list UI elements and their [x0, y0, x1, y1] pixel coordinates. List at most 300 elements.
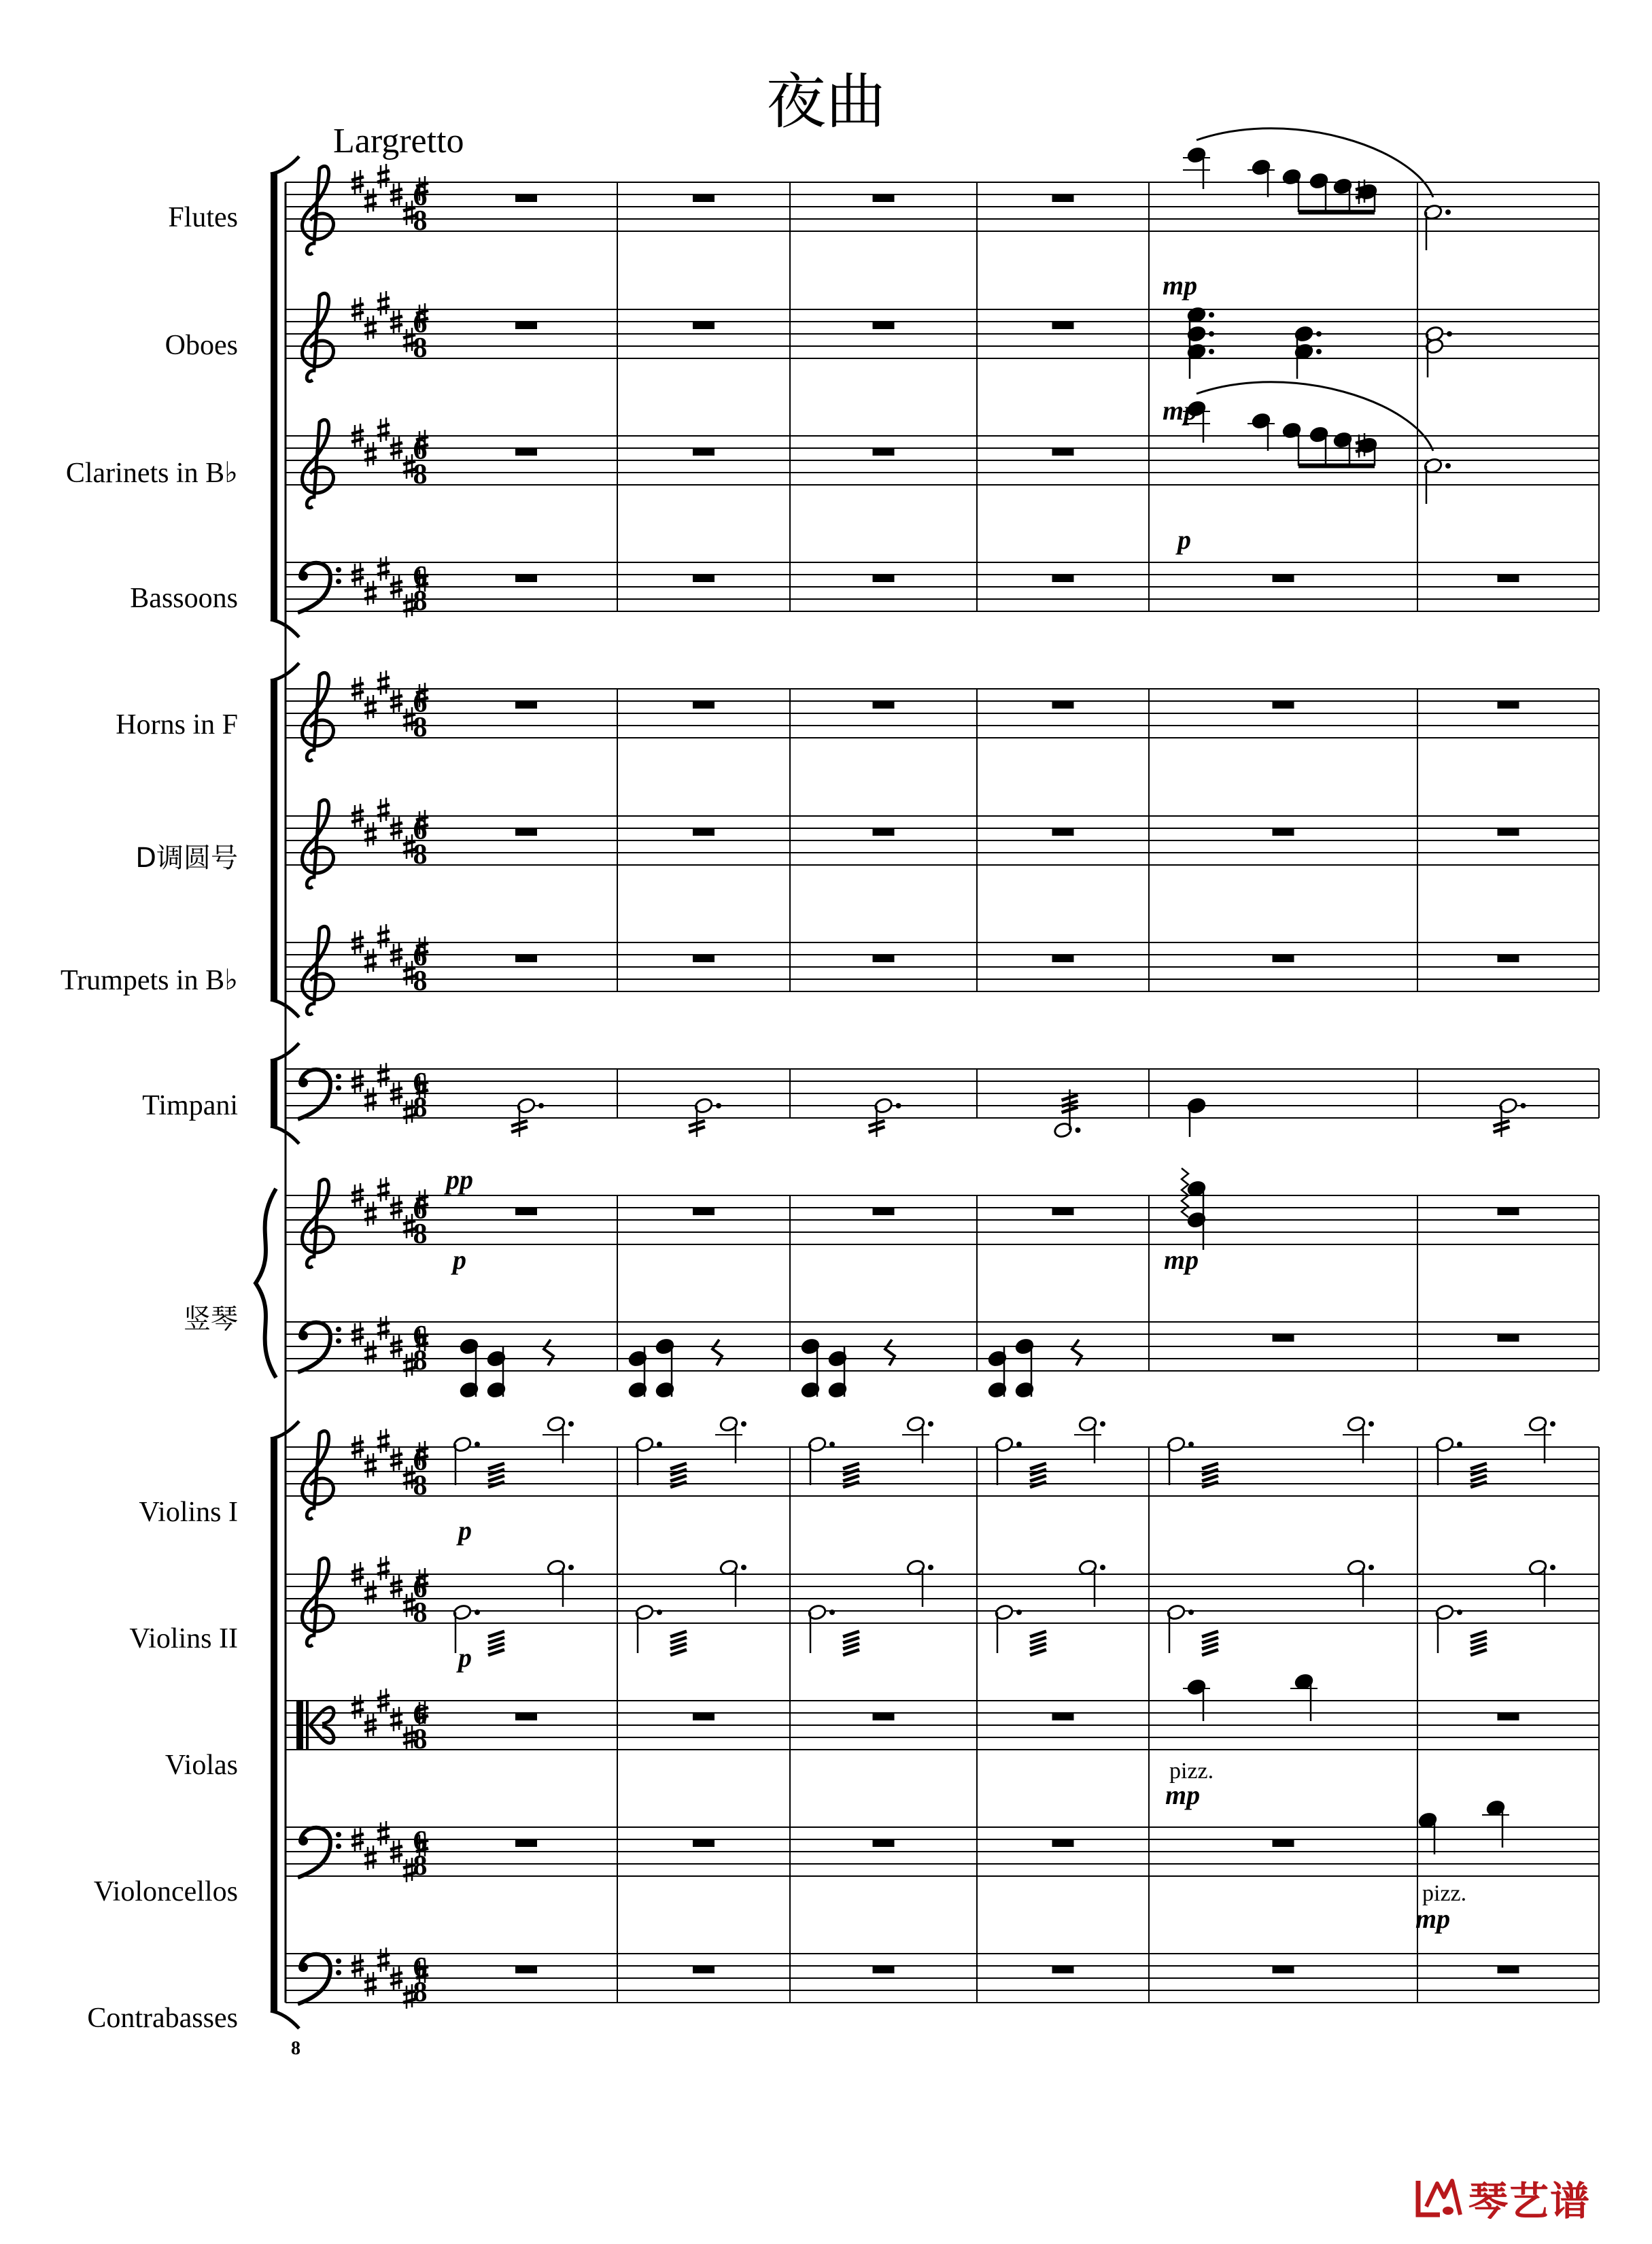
tremolo-stroke — [1030, 1650, 1046, 1655]
instrument-name-trumpets: Trumpets in B♭ — [61, 965, 238, 996]
augmentation-dot — [1447, 331, 1452, 337]
time-signature-denominator: 8 — [413, 459, 428, 490]
whole-rest — [1052, 701, 1074, 709]
bass-clef — [298, 1323, 330, 1372]
whole-rest — [693, 322, 715, 329]
sharp-icon — [390, 1581, 402, 1584]
augmentation-dot — [1521, 1103, 1526, 1108]
time-signature-denominator: 8 — [413, 1850, 428, 1882]
tremolo-stroke — [843, 1650, 859, 1655]
time-signature-denominator: 8 — [413, 1219, 428, 1250]
augmentation-dot — [1445, 463, 1451, 469]
augmentation-dot — [1369, 1565, 1374, 1570]
sharp-icon — [377, 798, 390, 822]
bass-clef — [298, 1828, 330, 1877]
sharp-icon — [351, 937, 364, 940]
instrument-name-bassoons: Bassoons — [130, 583, 238, 614]
whole-rest — [1052, 194, 1074, 202]
sharp-icon — [377, 1954, 390, 1958]
augmentation-dot — [1016, 1442, 1022, 1447]
whole-rest — [1498, 955, 1519, 962]
time-signature-numerator: 6 — [413, 1826, 428, 1857]
tremolo-stroke — [670, 1637, 687, 1643]
whole-rest — [1273, 955, 1294, 962]
augmentation-dot — [538, 1103, 544, 1108]
quarter-rest — [544, 1340, 553, 1365]
augmentation-dot — [1457, 1442, 1462, 1447]
dynamic-violins2: p — [458, 1642, 472, 1673]
treble-clef — [302, 1431, 333, 1518]
sharp-icon — [390, 443, 402, 446]
sharp-icon — [364, 1846, 377, 1870]
sharp-icon — [364, 1979, 377, 1982]
sharp-icon — [377, 291, 390, 316]
bass-clef-dot — [336, 1074, 341, 1079]
whole-rest — [1273, 575, 1294, 582]
whole-rest — [693, 1966, 715, 1973]
dynamic-oboes: mp — [1163, 270, 1198, 301]
instrument-name-horns: Horns in F — [116, 709, 238, 741]
dynamic-violins1: p — [458, 1515, 472, 1546]
bass-clef-dot — [336, 1085, 341, 1091]
tremolo-stroke — [670, 1476, 687, 1481]
whole-rest — [515, 194, 537, 202]
treble-clef — [302, 673, 333, 760]
sharp-icon — [377, 171, 390, 174]
sharp-icon — [351, 439, 364, 442]
whole-rest — [1052, 1966, 1074, 1973]
sharp-icon — [390, 197, 402, 201]
sharp-icon — [390, 324, 402, 328]
whole-rest — [873, 1839, 895, 1847]
sharp-icon — [351, 683, 364, 687]
tremolo-stroke — [1470, 1631, 1487, 1637]
whole-rest — [515, 955, 537, 962]
whole-rest — [873, 575, 895, 582]
sharp-icon — [351, 945, 364, 949]
sharp-icon — [390, 957, 402, 961]
quarter-rest — [885, 1340, 895, 1365]
tremolo-stroke — [1030, 1644, 1046, 1649]
sharp-icon — [377, 1828, 390, 1831]
whole-rest — [515, 1208, 537, 1215]
augmentation-dot — [741, 1565, 746, 1570]
tremolo-stroke — [1202, 1476, 1218, 1481]
sharp-icon — [390, 1707, 402, 1731]
augmentation-dot — [1100, 1565, 1105, 1570]
sharp-icon — [364, 442, 377, 466]
time-signature-denominator: 8 — [413, 1724, 428, 1755]
whole-rest — [1498, 701, 1519, 709]
whole-rest — [693, 575, 715, 582]
time-signature-denominator: 8 — [413, 839, 428, 870]
augmentation-dot — [1188, 1610, 1194, 1615]
sharp-icon — [364, 1453, 377, 1478]
tremolo-stroke — [1030, 1637, 1046, 1643]
instrument-name-flutes: Flutes — [168, 202, 238, 233]
treble-clef — [302, 1558, 333, 1646]
sharp-icon — [364, 1347, 377, 1350]
sharp-icon — [390, 823, 402, 826]
tremolo-stroke — [1470, 1463, 1487, 1469]
bass-clef-dot — [336, 1338, 341, 1344]
sharp-icon — [351, 1450, 364, 1453]
sharp-icon — [390, 189, 402, 192]
time-signature-numerator: 6 — [413, 1321, 428, 1352]
time-signature-denominator: 8 — [413, 966, 428, 997]
augmentation-dot — [1316, 349, 1322, 354]
sharp-icon — [390, 1210, 402, 1214]
treble-clef — [302, 1179, 333, 1267]
sharp-icon — [377, 1695, 390, 1699]
sharp-icon — [377, 1177, 390, 1202]
sharp-icon — [377, 298, 390, 301]
bass-clef-dot — [336, 1970, 341, 1975]
sharp-icon — [364, 1087, 377, 1112]
augmentation-dot — [741, 1421, 746, 1427]
sharp-icon — [351, 1190, 364, 1193]
pizz-marking: pizz. — [1422, 1881, 1467, 1906]
instrument-name-clarinets: Clarinets in B♭ — [65, 458, 238, 489]
sharp-icon — [390, 831, 402, 834]
whole-rest — [1498, 1713, 1519, 1720]
sharp-icon — [390, 590, 402, 593]
sharp-icon — [364, 702, 377, 705]
sharp-icon — [377, 556, 390, 581]
treble-clef — [302, 926, 333, 1014]
augmentation-dot — [1316, 331, 1322, 337]
augmentation-dot — [829, 1610, 835, 1615]
sharp-icon — [351, 1084, 364, 1087]
augmentation-dot — [1209, 349, 1214, 354]
bracket-hook — [271, 156, 299, 174]
sharp-icon — [364, 1852, 377, 1856]
bass-clef — [298, 1070, 330, 1119]
tremolo-stroke — [843, 1476, 859, 1481]
quarter-rest — [1072, 1340, 1082, 1365]
sharp-icon — [364, 829, 377, 832]
tremolo-stroke — [1470, 1637, 1487, 1643]
augmentation-dot — [1209, 312, 1214, 318]
augmentation-dot — [1445, 209, 1451, 215]
sharp-icon — [351, 692, 364, 695]
whole-rest — [515, 448, 537, 456]
time-signature-denominator: 8 — [413, 585, 428, 617]
augmentation-dot — [657, 1442, 662, 1447]
sharp-icon — [390, 1454, 402, 1457]
bracket-hook — [271, 2011, 299, 2028]
tremolo-stroke — [1470, 1476, 1487, 1481]
bass-clef-dot — [336, 1958, 341, 1964]
whole-rest — [1052, 828, 1074, 836]
whole-rest — [1052, 575, 1074, 582]
sharp-icon — [377, 1323, 390, 1326]
sharp-icon — [390, 1714, 402, 1717]
time-signature-denominator: 8 — [413, 1597, 428, 1629]
time-signature-denominator: 8 — [413, 1345, 428, 1376]
tremolo-stroke — [670, 1644, 687, 1649]
dynamic-harp_lower: p — [453, 1244, 466, 1275]
time-signature-numerator: 6 — [413, 1952, 428, 1984]
augmentation-dot — [716, 1103, 721, 1108]
sharp-icon — [390, 1589, 402, 1593]
sharp-icon — [377, 804, 390, 808]
sharp-icon — [377, 1821, 390, 1846]
time-signature-numerator: 6 — [413, 181, 428, 212]
bass-clef — [298, 563, 330, 613]
instrument-name-contrabasses: Contrabasses — [87, 2003, 238, 2034]
whole-rest — [873, 701, 895, 709]
sharp-icon — [364, 1728, 377, 1731]
time-signature-numerator: 6 — [413, 1699, 428, 1731]
sharp-icon — [377, 563, 390, 566]
time-signature-numerator: 6 — [413, 1573, 428, 1604]
whole-rest — [873, 828, 895, 836]
sharp-icon — [390, 1088, 402, 1091]
whole-rest — [1498, 828, 1519, 836]
dynamic-cellos: mp — [1415, 1903, 1451, 1934]
time-signature-numerator: 6 — [413, 687, 428, 719]
whole-rest — [1052, 1839, 1074, 1847]
group-bracket — [271, 1061, 277, 1126]
time-signature-denominator: 8 — [413, 1977, 428, 2008]
tremolo-stroke — [1202, 1644, 1218, 1649]
instrument-name-violas: Violas — [165, 1750, 238, 1781]
tremolo-stroke — [488, 1463, 504, 1469]
sharp-icon — [364, 1202, 377, 1226]
dynamic-timpani: pp — [446, 1164, 473, 1195]
augmentation-dot — [1188, 1442, 1194, 1447]
instrument-name-timpani: Timpani — [142, 1090, 238, 1121]
sharp-icon — [377, 418, 390, 442]
tremolo-stroke — [670, 1650, 687, 1655]
tremolo-stroke — [843, 1631, 859, 1637]
whole-rest — [1273, 1966, 1294, 1973]
dynamic-violas: mp — [1165, 1780, 1201, 1810]
whole-rest — [693, 955, 715, 962]
sharp-icon — [377, 1435, 390, 1439]
whole-rest — [515, 828, 537, 836]
instrument-name-d-horns: D调圆号 — [135, 843, 238, 874]
sharp-icon — [377, 1556, 390, 1580]
sharp-icon — [377, 1316, 390, 1340]
whole-rest — [693, 448, 715, 456]
sharp-icon — [390, 1854, 402, 1858]
sharp-icon — [351, 1337, 364, 1340]
augmentation-dot — [475, 1442, 480, 1447]
instrument-name-oboes: Oboes — [165, 330, 238, 361]
augmentation-dot — [475, 1610, 480, 1615]
instrument-name-violins2: Violins II — [129, 1623, 238, 1654]
bass-clef-dot — [336, 1327, 341, 1332]
augmentation-dot — [1550, 1421, 1555, 1427]
bass-clef-dot — [298, 1331, 308, 1340]
tremolo-stroke — [1202, 1637, 1218, 1643]
dynamic-clarinets: mp — [1163, 395, 1198, 426]
sharp-icon — [377, 670, 390, 695]
time-signature-numerator: 6 — [413, 435, 428, 466]
whole-rest — [1498, 1208, 1519, 1215]
augmentation-dot — [1369, 1421, 1374, 1427]
tremolo-stroke — [1030, 1463, 1046, 1469]
pizz-marking: pizz. — [1169, 1758, 1214, 1784]
whole-rest — [515, 1839, 537, 1847]
time-signature-numerator: 6 — [413, 561, 428, 592]
bass-clef-dot — [298, 1078, 308, 1087]
sharp-icon — [351, 1842, 364, 1846]
sharp-icon — [390, 581, 402, 585]
sharp-icon — [364, 322, 377, 326]
augmentation-dot — [1209, 331, 1214, 337]
augmentation-dot — [829, 1442, 835, 1447]
whole-rest — [1273, 828, 1294, 836]
sharp-icon — [351, 1834, 364, 1837]
sharp-icon — [364, 316, 377, 340]
sharp-icon — [364, 695, 377, 719]
bass-clef-dot — [336, 1843, 341, 1849]
augmentation-dot — [928, 1421, 933, 1427]
whole-rest — [693, 828, 715, 836]
time-signature-denominator: 8 — [413, 712, 428, 743]
whole-rest — [693, 194, 715, 202]
whole-rest — [693, 1208, 715, 1215]
sharp-icon — [377, 1703, 390, 1707]
whole-rest — [1052, 322, 1074, 329]
treble-clef — [302, 293, 333, 381]
augmentation-dot — [1100, 1421, 1105, 1427]
augmentation-dot — [1457, 1610, 1462, 1615]
sharp-icon — [364, 1580, 377, 1605]
sharp-icon — [377, 1184, 390, 1187]
sharp-icon — [351, 1695, 364, 1719]
time-signature-denominator: 8 — [413, 205, 428, 237]
whole-rest — [693, 1713, 715, 1720]
whole-rest — [873, 1208, 895, 1215]
whole-rest — [1052, 448, 1074, 456]
sharp-icon — [390, 1096, 402, 1100]
sharp-icon — [351, 1577, 364, 1580]
sharp-icon — [377, 924, 390, 949]
augmentation-dot — [657, 1610, 662, 1615]
bass-clef-dot — [336, 567, 341, 573]
sharp-icon — [351, 1442, 364, 1445]
alto-clef — [306, 1701, 309, 1750]
tremolo-stroke — [1202, 1650, 1218, 1655]
sharp-icon — [351, 1969, 364, 1972]
alto-clef — [296, 1701, 303, 1750]
whole-rest — [1498, 1334, 1519, 1342]
treble-clef — [302, 800, 333, 887]
sharp-icon — [351, 430, 364, 434]
tremolo-stroke — [488, 1637, 504, 1643]
whole-rest — [515, 701, 537, 709]
bass-clef-dot — [298, 1836, 308, 1846]
whole-rest — [873, 1966, 895, 1973]
sharp-icon — [377, 1063, 390, 1087]
whole-rest — [873, 955, 895, 962]
sharp-icon — [364, 955, 377, 959]
whole-rest — [1052, 1208, 1074, 1215]
sharp-icon — [390, 1202, 402, 1206]
time-signature-denominator: 8 — [413, 1470, 428, 1501]
sharp-icon — [377, 931, 390, 934]
sharp-icon — [364, 449, 377, 452]
music-logo-icon — [1413, 2177, 1464, 2219]
logo-text: 琴艺谱 — [1468, 2178, 1591, 2224]
bass-clef-dot — [298, 571, 308, 581]
sharp-icon — [390, 451, 402, 454]
sharp-icon — [377, 677, 390, 681]
sharp-icon — [377, 1429, 390, 1453]
augmentation-dot — [1075, 1127, 1081, 1133]
augmentation-dot — [1550, 1565, 1555, 1570]
tremolo-stroke — [1470, 1644, 1487, 1649]
sharp-icon — [351, 1076, 364, 1079]
whole-rest — [515, 1966, 537, 1973]
bass-clef — [298, 1954, 330, 2004]
sharp-icon — [390, 1462, 402, 1465]
sharp-icon — [390, 704, 402, 707]
sharp-icon — [351, 1701, 364, 1705]
tremolo-stroke — [488, 1650, 504, 1655]
time-signature-numerator: 6 — [413, 1446, 428, 1477]
augmentation-dot — [896, 1103, 901, 1108]
sharp-icon — [364, 1587, 377, 1591]
tremolo-stroke — [488, 1631, 504, 1637]
group-bracket — [271, 1439, 277, 2011]
sharp-icon — [351, 1198, 364, 1202]
sharp-icon — [377, 424, 390, 428]
sharp-icon — [390, 316, 402, 320]
tempo-marking: Largretto — [333, 122, 464, 160]
time-signature-numerator: 6 — [413, 1194, 428, 1225]
time-signature-numerator: 6 — [413, 941, 428, 972]
time-signature-denominator: 8 — [413, 333, 428, 364]
tremolo-stroke — [843, 1637, 859, 1643]
tremolo-stroke — [670, 1631, 687, 1637]
sharp-icon — [364, 195, 377, 199]
whole-rest — [1273, 701, 1294, 709]
whole-rest — [1498, 1966, 1519, 1973]
tremolo-stroke — [1030, 1476, 1046, 1481]
augmentation-dot — [568, 1421, 574, 1427]
sharp-icon — [351, 819, 364, 822]
augmentation-dot — [568, 1565, 574, 1570]
time-signature-denominator: 8 — [413, 1092, 428, 1123]
treble-clef — [302, 166, 333, 254]
sharp-icon — [390, 949, 402, 953]
sharp-icon — [377, 1070, 390, 1073]
whole-rest — [515, 575, 537, 582]
sharp-icon — [351, 811, 364, 814]
whole-rest — [693, 1839, 715, 1847]
whole-rest — [873, 322, 895, 329]
whole-rest — [1052, 1713, 1074, 1720]
whole-rest — [1498, 575, 1519, 582]
tremolo-stroke — [1202, 1631, 1218, 1637]
sharp-icon — [351, 304, 364, 307]
whole-rest — [693, 701, 715, 709]
time-signature-numerator: 6 — [413, 815, 428, 846]
tremolo-stroke — [1470, 1650, 1487, 1655]
measure-number: 8 — [291, 2038, 300, 2059]
whole-rest — [515, 322, 537, 329]
site-logo — [1413, 2169, 1591, 2226]
sharp-icon — [364, 949, 377, 973]
sharp-icon — [351, 185, 364, 188]
whole-rest — [873, 194, 895, 202]
instrument-name-cellos: Violoncellos — [93, 1876, 238, 1907]
